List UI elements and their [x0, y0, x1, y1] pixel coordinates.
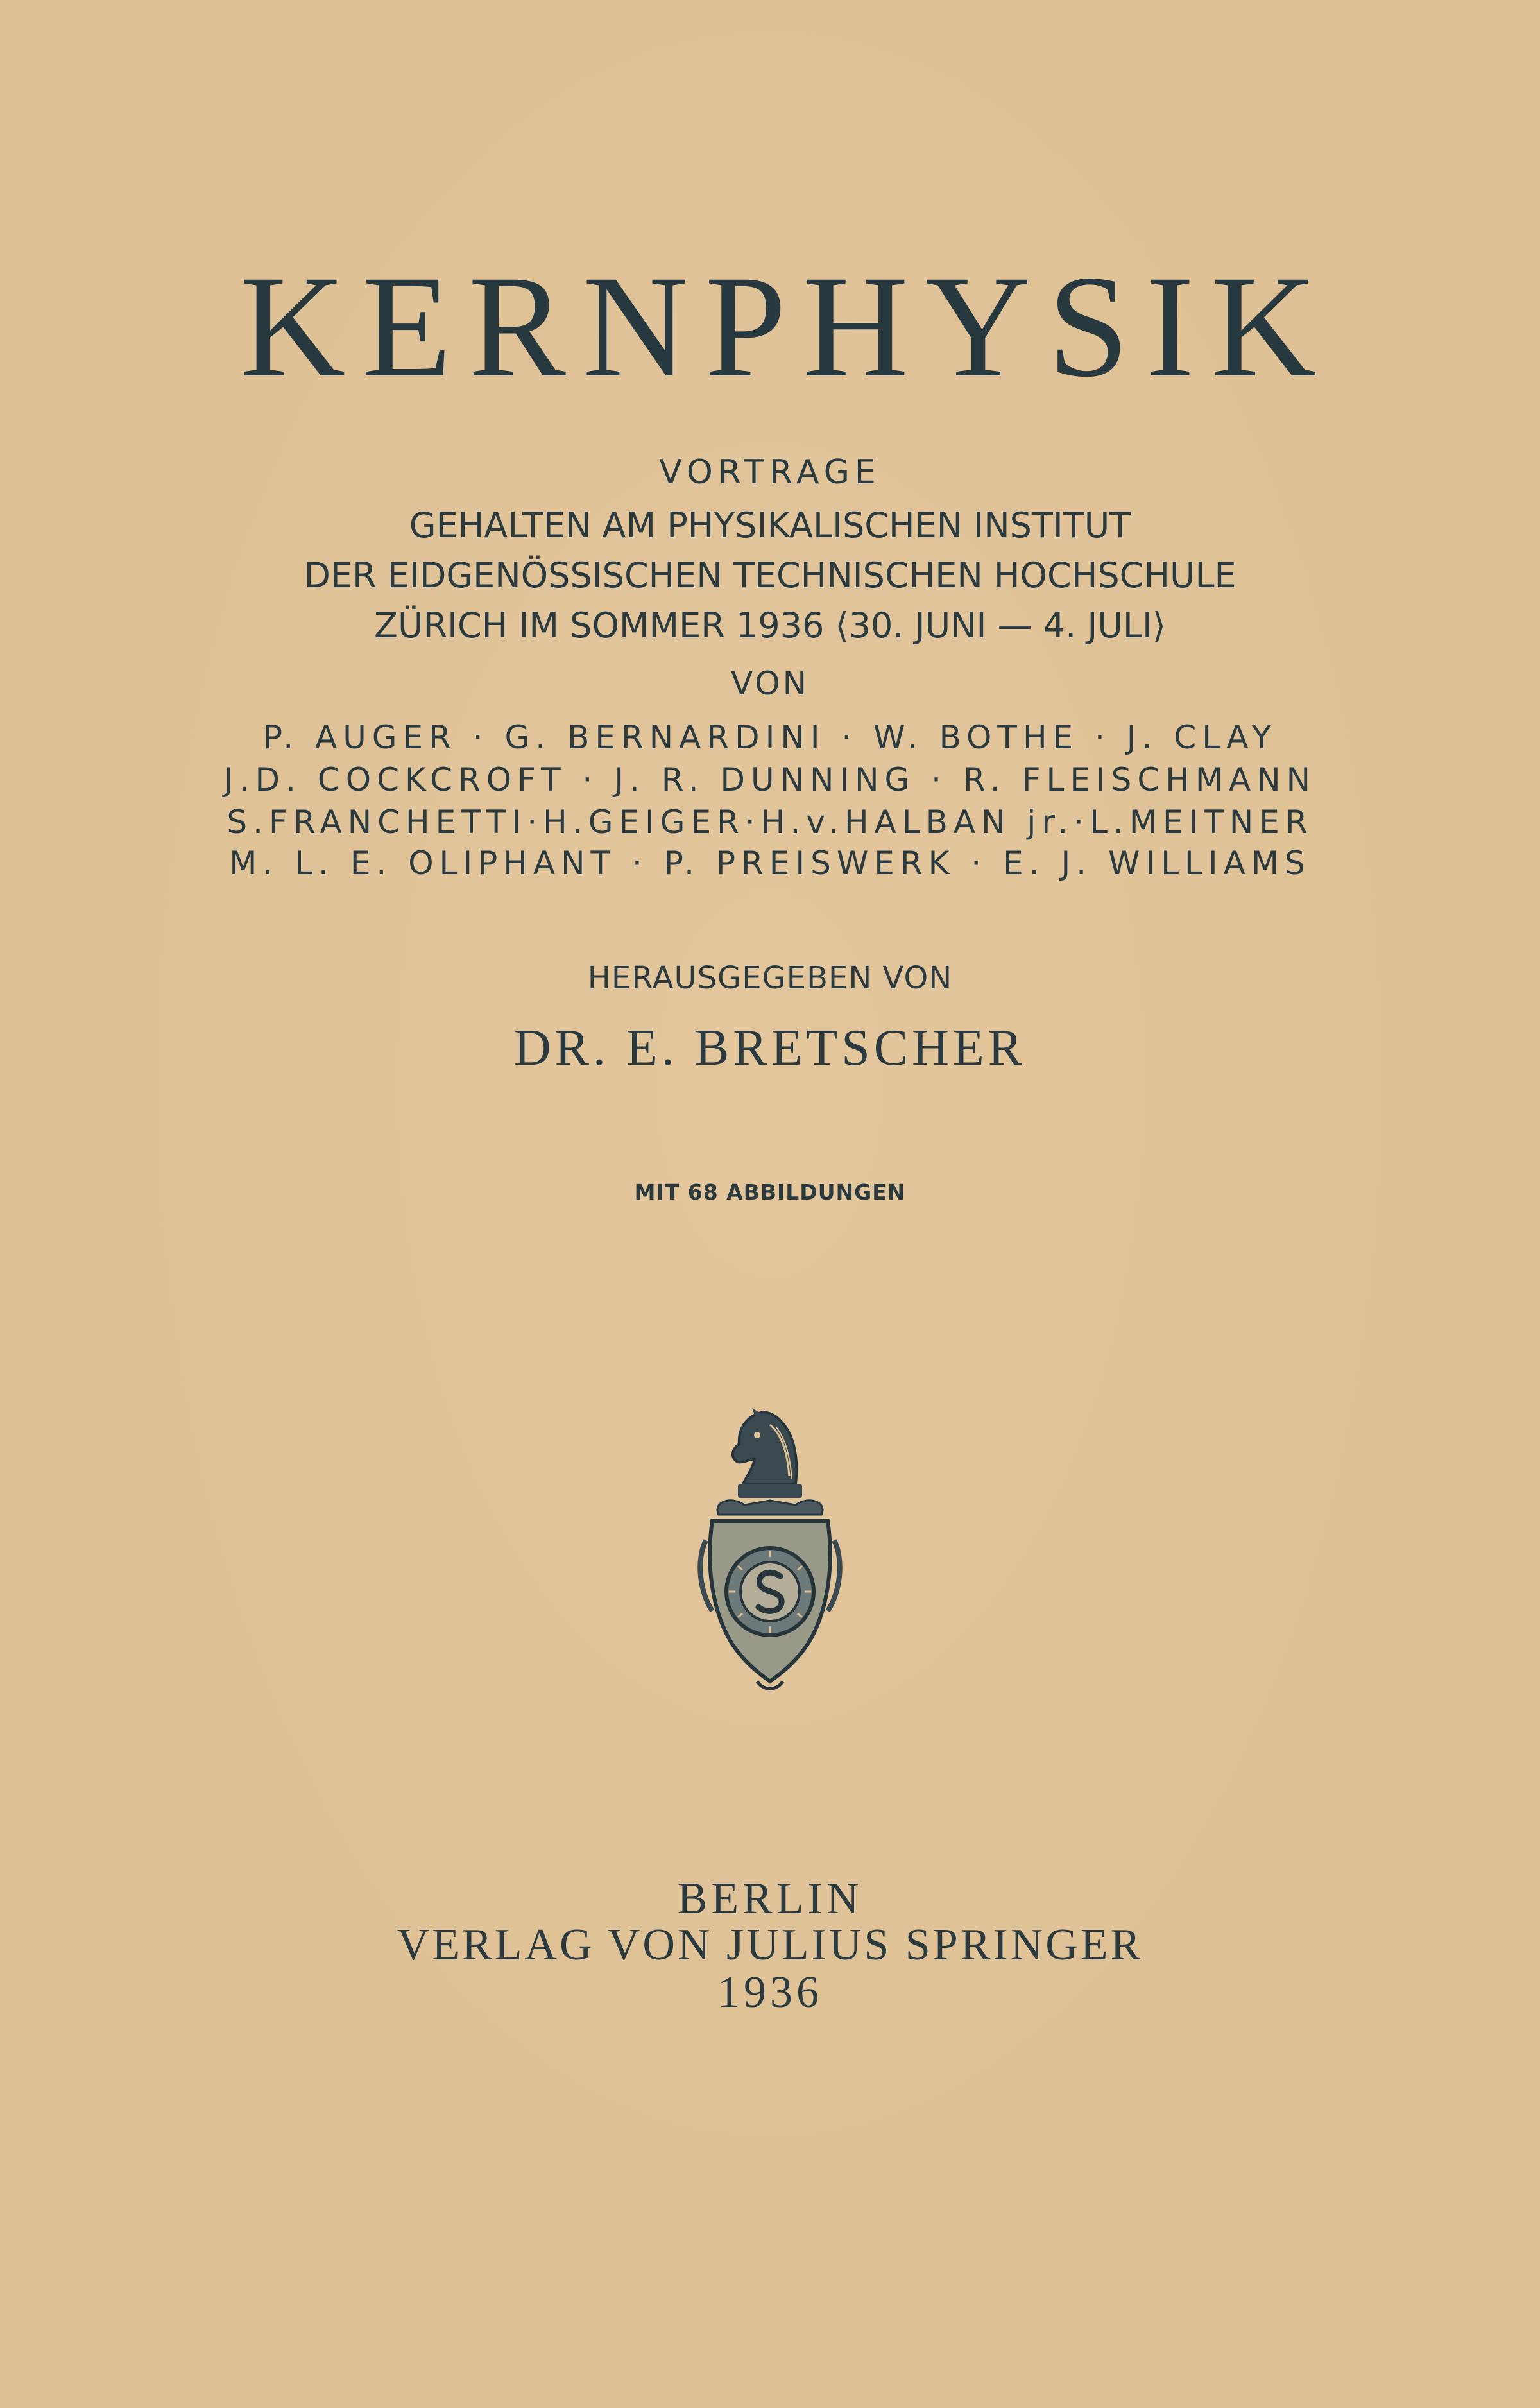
- by-label: VON: [730, 665, 810, 702]
- subtitle-line-institute: GEHALTEN AM PHYSIKALISCHEN INSTITUT: [409, 505, 1131, 546]
- authors-line: J.D. COCKCROFT · J. R. DUNNING · R. FLEISCHMANN: [223, 761, 1317, 798]
- editor-name: DR. E. BRETSCHER: [513, 1020, 1027, 1076]
- edited-by-label: HERAUSGEGEBEN VON: [587, 960, 953, 996]
- imprint-publisher: VERLAG VON JULIUS SPRINGER: [397, 1920, 1143, 1970]
- springer-knight-seal-icon: [693, 1399, 847, 1694]
- book-title: KERNPHYSIK: [239, 246, 1334, 408]
- imprint-year: 1936: [717, 1968, 823, 2017]
- authors-line: S.FRANCHETTI·H.GEIGER·H.v.HALBAN jr.·L.MEITNER: [227, 804, 1313, 841]
- subtitle-vortrage: VORTRAGE: [659, 453, 881, 492]
- figures-count: MIT 68 ABBILDUNGEN: [634, 1180, 906, 1205]
- imprint-city: BERLIN: [677, 1874, 863, 1923]
- authors-line: M. L. E. OLIPHANT · P. PREISWERK · E. J. WILLIAMS: [229, 845, 1311, 882]
- subtitle-line-school: DER EIDGENÖSSISCHEN TECHNISCHEN HOCHSCHULE: [304, 555, 1236, 596]
- authors-line: P. AUGER · G. BERNARDINI · W. BOTHE · J. CLAY: [262, 719, 1278, 756]
- subtitle-line-date: ZÜRICH IM SOMMER 1936 ⟨30. JUNI — 4. JULI⟩: [374, 605, 1166, 646]
